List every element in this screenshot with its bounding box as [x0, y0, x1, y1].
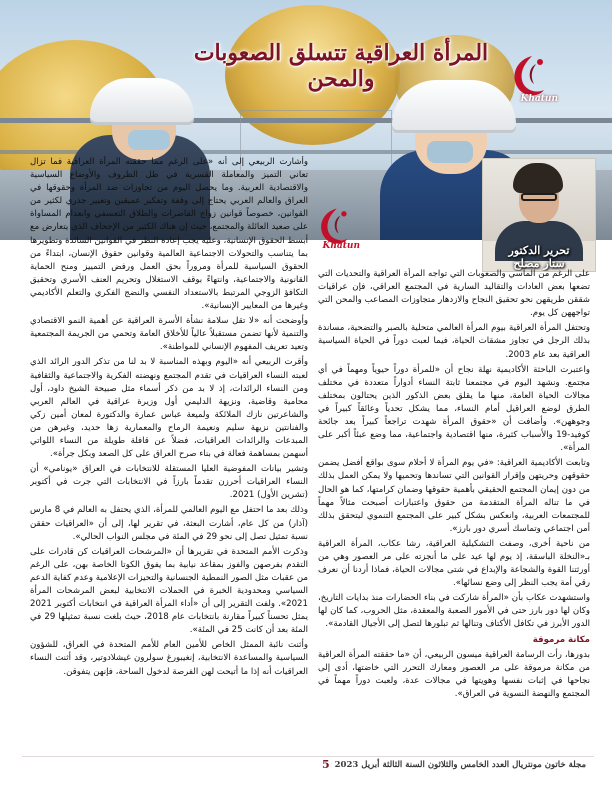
page-footer	[22, 756, 594, 775]
paragraph: وذلك بعد ما احتفل مع اليوم العالمي للمرأة، الذي يحتفل به العالم في 8 مارس (آذار) من كل عام، أشارت البعثة، في تقرير لها، إلى أن «العراقيات حققن نسبة تمثيل تصل إلى نحو 29 في المئة في مجلس النواب الحالي».	[30, 505, 308, 542]
glasses-icon	[521, 193, 557, 201]
article-column-left	[30, 156, 308, 742]
footer-issue-info: مجلة خاتون مونتريال العدد الخامس والثلاثون السنة الثالثة أبريل 2023	[334, 760, 586, 770]
article-headline: المرأة العراقية تتسلق الصعوبات والمحن	[193, 40, 489, 92]
subheading: مكانة مرموقة	[532, 634, 590, 645]
khatun-logo	[310, 203, 360, 255]
paragraph: وأوضحت أنه «لا تقل سلامة نشأة الأسرة العراقية عن أهمية النمو الاقتصادي والتنمية لأنها تضمن مستقبلاً عالياً للأخلاق العامة وتحمي من الجريمة المجتمعية وتعيد تعريف المفهوم الإنساني للمواطنة».	[30, 316, 308, 353]
paragraph: وذكرت الأمم المتحدة في تقريرها أن «المرشحات العراقيات كن قادرات على التقدم بفرصهن والفوز بمقاعد نيابية بما يفوق الكوتا الخاصة بهن، على الرغم من عقبات مثل الصور النمطية الجنسانية والتحيزات الإعلامية وعدم كفاية الدعم السياسي ومحدودية الخبرة في الحملات الانتخابية لبعض المرشحات المرأة 2021». ولفت التقرير إلى أن «أداء المرأة العراقية في انتخابات أكتوبر 2021 يمثل تحسناً كبيراً مقارنة بانتخابات عام 2018، حيث بلغت نسبة تمثيلها 29 في المئة بعد أن كانت 25 في المئة».	[30, 546, 308, 636]
paragraph: على الرغم من المآسي والصعوبات التي تواجه المرأة العراقية والتحديات التي تضعها بعض العادات والتقاليد السارية في المجتمع العراقي، فإن عراقيات شققن طريقهن نحو تحقيق النجاح والازدهار متجاوزات المصاعب والمحن التي تواجههن كل يوم.	[318, 269, 590, 319]
paragraph: وأشارت الربيعي إلى أنه «على الرغم مما حققته المرأة العراقية فما تزال تعاني التميز والمعاملة القسرية في ظل الظروف والأوضاع السياسية والاقتصادية العربية. وما يحصل اليوم من تجاوزات ضد المرأة وحقوقها في العراق والعالم العربي يحتاج إلى وقفة وتفكير عميقين وتغيير جذري لكثير من القوانين، خصوصاً قوانين زواج القاصرات والطلاق التعسفي وانعدام المساواة على صعيد العائلة والمجتمع، حيث إن هناك الكثير من الإجحاف الذي يتعارض مع أبسط الحقوق الإنسانية، وعليه يجب إعادة النظر في القوانين السائدة وتطويرها بما يتناسب والتحولات الاجتماعية العالمية وقوانين حقوق الإنسان، ابتداءً من الحقوق السياسية للمرأة ومروراً بحق العمل ورفض التمييز ومنح الحماية القانونية والاجتماعية، وانتهاءً بوقف الاستغلال وتحريم العنف الأسري وتحقيق التكافؤ الزوجي المرتبط بالاستعداد النفسي والنضج الفكري والتعلم الأكاديمي وغيرها من المعايير الإنسانية».	[30, 157, 308, 312]
paragraph: وأثنت نائبة الممثل الخاص للأمين العام للأمم المتحدة في العراق، للشؤون السياسية والمساعدة الانتخابية، إنغيبورغ سولرون غيشلادوتير، وقد أثنت النساء العراقيات أنه إذا ما أتيحت لهن الفرصة لدخول الساحة، فإنهن يتفوقن.	[30, 640, 308, 677]
paragraph: وتشير بيانات المفوضية العليا المستقلة للانتخابات في العراق «يونامي» أن النساء العراقيات أحرزن تقدماً بارزاً في الانتخابات التي جرت في أكتوبر (تشرين الأول) 2021.	[30, 464, 308, 501]
author-card	[482, 158, 596, 272]
paragraph: بدورها، رأت الرسامة العراقية ميسون الربيعي، أن «ما حققته المرأة العراقية من مكانة مرموقة على مر العصور ومعارك التحرر التي خاضتها، أدى إلى نجاحها في إثبات نفسها وهويتها في مجالات عدة، ولعبت دوراً مهماً في المجتمع والنهضة النسوية في العراق».	[318, 649, 590, 699]
page-number: 5	[322, 758, 330, 771]
logo-wordmark: Khatun	[322, 241, 360, 251]
author-hair	[513, 163, 563, 193]
logo-wordmark: Khatun	[520, 94, 558, 104]
face-mask	[128, 130, 170, 150]
khatun-logo	[502, 50, 558, 108]
author-label	[483, 244, 595, 271]
author-role: تحرير الدكتور	[508, 244, 570, 257]
paragraph: وتحتفل المرأة العراقية بيوم المرأة العالمي متحلية بالصبر والتضحية، مساندة بذلك الرجل في تجاوز مشقات الحياة، فيما لعبت دوراً في الحياة السياسية العراقية بعد عام 2003.	[318, 323, 590, 360]
paragraph: واستشهدت عكاب بأن «المرأة شاركت في بناء الحضارات منذ بدايات التاريخ، وكان لها دور بارز حتى في الأمور الصعبة والمعقدة، مثل الحروب، كما كان لها الدور الأبرز في تكافل الأكتاف وتنالها ثم تبلورها لتصل إلى الأجيال القادمة».	[318, 593, 590, 630]
paragraph: واعتبرت الباحثة الأكاديمية نهلة نجاح أن «للمرأة دوراً حيوياً ومهماً في أي مجتمع. ونشهد اليوم في مجتمعنا ثابتة النساء أدواراً متعددة في مختلف مجالات الحياة العامة، منها ما يقلق بعض الذكور الذين يحتالون بمختلف الطرق لوضع العراقيل أمام النساء، مما يشكل تحدياً وعائقاً كبيراً في وجوههن». وأضافت أن «حقوق المرأة شهدت تراجعاً كبيراً بعد جائحة كوفيد-19 والأسباب كثيرة، منها اقتصادية واجتماعية، مما وضع عبئاً أكبر على المرأة».	[318, 364, 590, 454]
paragraph: من ناحية أخرى، وصفت التشكيلية العراقية، رشا عكاب، المرأة العراقية بـ«النخلة الباسقة، إذ يوم لها عيد على ما أنجزته على مر العصور وهي من أورثتنا القوة والشجاعة والإبداع في شتى مجالات الحياة، فماذا أردنا أن نعرف رقي أمة يجب النظر إلى وضع نسائها».	[318, 538, 590, 589]
author-name: ستار مصلح	[513, 257, 565, 270]
paragraph: وتابعت الأكاديمية العراقية: «في يوم المرأة لا أحلام سوى بواقع أفضل يضمن حقوقهن وحريتهن وإقرار القوانين التي تساندها وتحميها ولا يمكن العمل بذلك من دون إيمان المجتمع الحقيقي بأهمية حقوقها وضمان كرامتها، كما هو الحال في ما تناله المرأة المتقدمة من حقوق واعتبارات أصبحت مثالاً مهماً للمجتمعات العربية، وانعكس بشكل كبير على المجتمع التنموي ليتحقق بذلك أمن اجتماعي وتماسك أسري دور بارز».	[318, 458, 590, 534]
paragraph: وأقرت الربيعي أنه «اليوم وبهذه المناسبة لا بد لنا من تذكر الدور الرائد الذي لعبته النساء العراقيات في تقدم المجتمع ونهضته الفكرية والاجتماعية والثقافية ومن النساء الرائدات، إذ لا بد من ذكر أسماء مثل صبيحة الشيخ داود، أول محامية وقاضية، ونزيهة الدليمي أول وزيرة عراقية في العالم العربي والشاعرتين نازك الملائكة ولميعة عباس عمارة والدكتورة لمعان أمين زكي والفنانتين نزيهة سليم ونعيمة الرماح والمعمارية زها حديد، وغيرهن من المبدعات والرائدات العراقيات، فضلاً عن قافلة طويلة من النساء اللواتي أسهمن بمساهمة فعالة في بناء صرح العراق على كل الصعد وبكل جرأة».	[30, 357, 308, 460]
author-photo	[483, 159, 595, 241]
face-mask	[427, 141, 473, 163]
article-column-right	[318, 268, 590, 752]
